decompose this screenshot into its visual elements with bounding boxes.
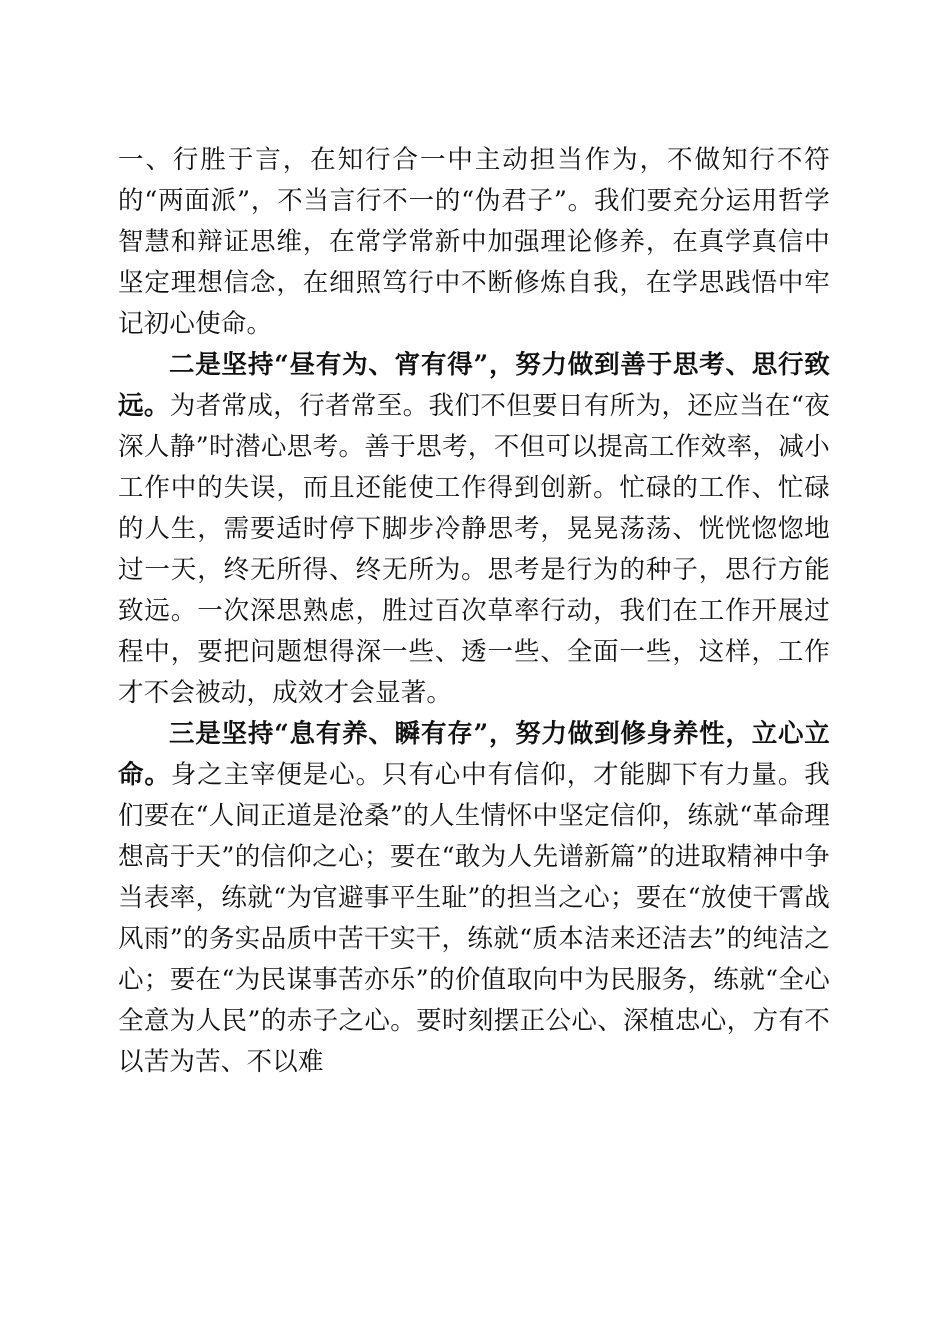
paragraph-2-body: 为者常成，行者常至。我们不但要日有所为，还应当在“夜深人静”时潜心思考。善于思考，不但可以提高工作效率，减小工作中的失误，而且还能使工作得到创新。忙碌的工作、忙碌的人生，需要适时停下脚步冷静思考，晃晃荡荡、恍恍惚惚地过一天，终无所得、终无所为。思考是行为的种子，思行方能致远。一次深思熟虑，胜过百次草率行动，我们在工作开展过程中，要把问题想得深一些、透一些、全面一些，这样，工作才不会被动，成效才会显著。 — [118, 391, 830, 708]
paragraph-1-body: 一、行胜于言，在知行合一中主动担当作为，不做知行不符的“两面派”，不当言行不一的“伪君子”。我们要充分运用哲学智慧和辩证思维，在常学常新中加强理论修养，在真学真信中坚定理想信念，在细照笃行中不断修炼自我，在学思践悟中牢记初心使命。 — [118, 145, 830, 339]
paragraph-3 — [118, 714, 830, 1083]
paragraph-2 — [118, 345, 830, 714]
paragraph-3-body: 身之主宰便是心。只有心中有信仰，才能脚下有力量。我们要在“人间正道是沧桑”的人生情怀中坚定信仰，练就“革命理想高于天”的信仰之心；要在“敢为人先谱新篇”的进取精神中争当表率，练就“为官避事平生耻”的担当之心；要在“放使干霄战风雨”的务实品质中苦干实干，练就“质本洁来还洁去”的纯洁之心；要在“为民谋事苦亦乐”的价值取向中为民服务，练就“全心全意为人民”的赤子之心。要时刻摆正公心、深植忠心，方有不以苦为苦、不以难 — [118, 760, 830, 1077]
paragraph-3-lead: 三是坚持“息有养、瞬有存”，努力做到修身养性，立心立命。 — [118, 719, 830, 790]
paragraph-2-lead: 二是坚持“昼有为、宵有得”，努力做到善于思考、思行致远。 — [118, 350, 830, 421]
paragraph-1 — [118, 140, 830, 345]
document-page — [118, 140, 830, 1083]
